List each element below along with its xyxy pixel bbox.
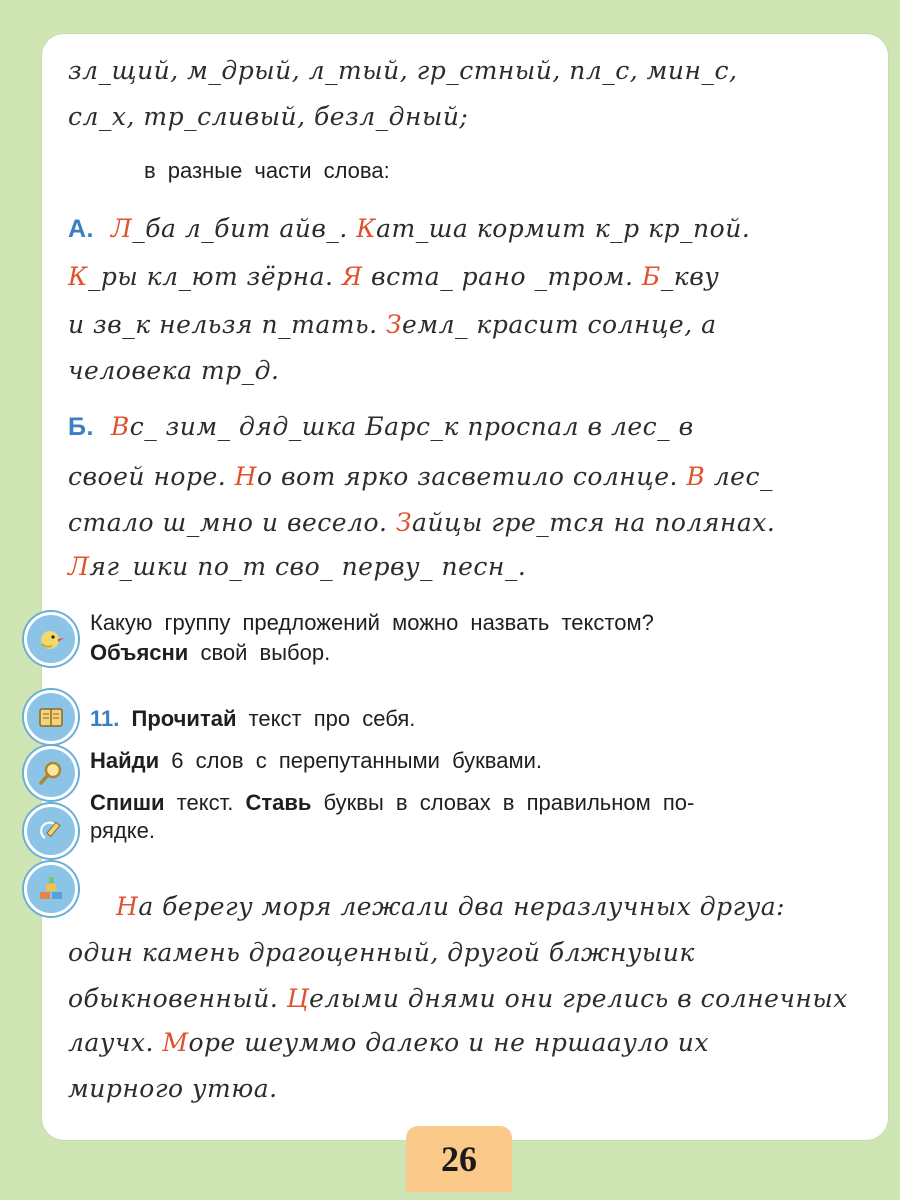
bird-icon: [24, 612, 78, 666]
part-b-line: стало ш_мно и весело. Зайцы гре_тся на полянах.: [68, 508, 776, 537]
part-a-line: К_ры кл_ют зёрна. Я вста_ рано _тром. Б_кву: [68, 262, 720, 291]
book-icon: [24, 690, 78, 744]
part-b-line: Ляг_шки по_т сво_ перву_ песн_.: [68, 552, 527, 581]
magnifier-icon: [24, 746, 78, 800]
story-line: один камень драгоценный, другой блжнуыик: [68, 938, 695, 967]
part-a-label: А.: [68, 215, 94, 243]
word-list-line-1: зл_щий, м_дрый, л_тый, гр_стный, пл_с, мин_с,: [68, 56, 738, 85]
story-line: На берегу моря лежали два неразлучных дргуа:: [116, 892, 786, 921]
page-number: 26: [406, 1126, 512, 1192]
exercise-11-find: Найди 6 слов с перепутанными буквами.: [90, 748, 543, 773]
pencil-icon: [24, 804, 78, 858]
word-list-line-2: сл_х, тр_сливый, безл_дный;: [68, 102, 469, 131]
exercise-11-copy-cont: рядке.: [90, 818, 155, 843]
part-b-label: Б.: [68, 413, 94, 441]
part-b-line: своей норе. Но вот ярко засветило солнце. В лес_: [68, 462, 773, 491]
exercise-number: 11.: [90, 706, 120, 731]
story-line: мирного утюа.: [68, 1074, 278, 1103]
exercise-11-copy: Спиши текст. Ставь буквы в словах в правильном по-: [90, 790, 695, 815]
exercise-11-read: 11. Прочитай текст про себя.: [90, 706, 416, 731]
question-line-2: Объясни свой выбор.: [90, 640, 331, 665]
story-line: лаучх. Море шеуммо далеко и не нршаауло их: [68, 1028, 709, 1057]
question-line-1: Какую группу предложений можно назвать текстом?: [90, 610, 654, 635]
page-sheet: [42, 34, 888, 1140]
instruction-text: в разные части слова:: [144, 158, 390, 183]
part-a-line: человека тр_д.: [68, 356, 280, 385]
part-a-line: А. Л_ба л_бит айв_. Кат_ша кормит к_р кр_пой.: [68, 214, 751, 243]
story-line: обыкновенный. Целыми днями они грелись в солнечных: [68, 984, 848, 1013]
bricks-icon: [24, 862, 78, 916]
part-a-line: и зв_к нельзя п_тать. Земл_ красит солнце, а: [68, 310, 717, 339]
part-b-line: Б. Вс_ зим_ дяд_шка Барс_к проспал в лес_ в: [68, 412, 694, 441]
